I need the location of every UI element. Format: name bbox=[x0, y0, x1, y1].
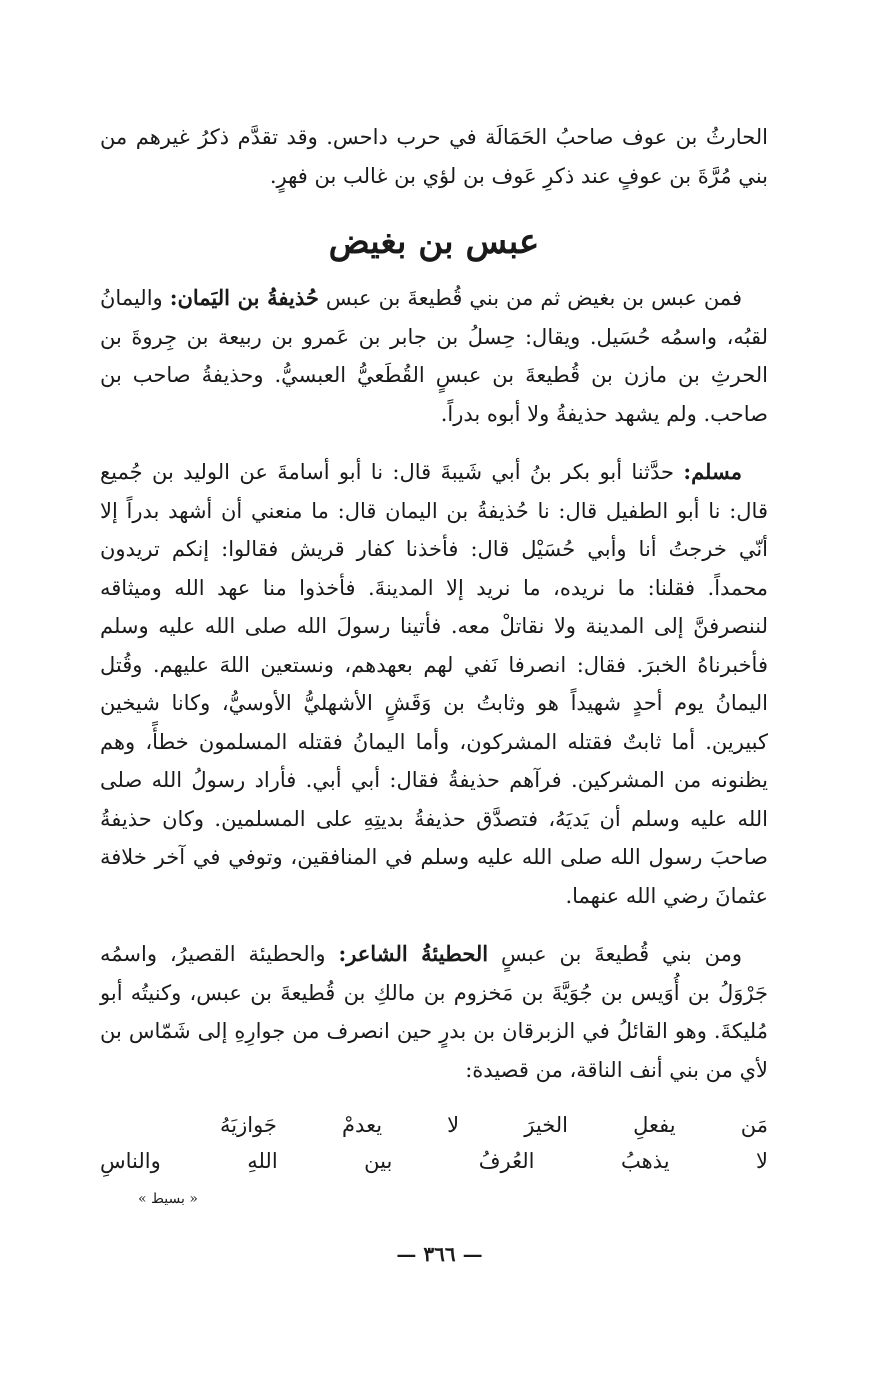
document-page bbox=[100, 118, 768, 1209]
hutayah-paragraph bbox=[100, 935, 768, 1089]
poem-line-1: مَن يفعلِ الخيرَ لا يعدمْ جَوازيَهُ bbox=[220, 1113, 768, 1137]
page-number: — ٣٦٦ — bbox=[396, 1242, 483, 1266]
intro-line-2: بني مُرَّةَ بن عوفٍ عند ذكرِ عَوف بن لؤي بن غالب بن فهرٍ. bbox=[269, 163, 768, 188]
poem-meter: « بسيط » bbox=[138, 1191, 198, 1207]
poem-line-2: لا يذهبُ العُرفُ بين اللهِ والناسِ bbox=[100, 1149, 768, 1173]
hutayah-text: والحطيئة القصيرُ، واسمُه جَرْوَلُ بن أُوَيس بن جُوَيَّةَ بن مَخزوم بن مالكِ بن قُطيعةَ بن عبس، وكنيتُه أبو مُليكةَ. وهو القائلُ في الزبرقان بن بدرٍ حين انصرف من جوارِهِ إلى شَمّاس بن لأي من بني أنف الناقة، من قصيدة: bbox=[100, 942, 768, 1082]
muslim-hadith-text: حدَّثنا أبو بكر بنُ أبي شَيبةَ قال: نا أبو أسامةَ عن الوليد بن جُميع قال: نا أبو الطفيل قال: نا حُذيفةُ بن اليمان قال: ما منعني أن أشهد بدراً إلا أنّي خرجتُ أنا وأبي حُسَيْل قال: فأخذنا كفار قريش فقالوا: إنكم تريدون محمداً. فقلنا: ما نريده، ما نريد إلا المدينةَ. فأخذوا منا عهد الله وميثاقه لننصرفنَّ إلى المدينة ولا نقاتلْ معه. فأتينا رسولَ الله صلى الله عليه وسلم فأخبرناهُ الخبرَ. فقال: انصرفا نَفي لهم بعهدهم، ونستعين اللهَ عليهم. وقُتل اليمانُ يوم أحدٍ شهيداً هو وثابتُ بن وَقَشٍ الأشهليُّ الأوسيُّ، وكانا شيخين كبيرين. أما ثابتٌ فقتله المشركون، وأما اليمانُ فقتله المسلمون خطأً، وهم يظنونه من المشركين. فرآهم حذيفةُ فقال: أبي أبي. فأراد رسولُ الله صلى الله عليه وسلم أن يَديَهُ، فتصدَّق حذيفةُ بديتِهِ على المسلمين. وكان حذيفةُ صاحبَ رسول الله صلى الله عليه وسلم في المنافقين، وتوفي في آخر خلافة عثمانَ رضي الله عنهما. bbox=[100, 460, 768, 908]
poem-block bbox=[100, 1107, 768, 1209]
intro-line-1: الحارثُ بن عوف صاحبُ الحَمَالَة في حرب داحس. وقد تقدَّم ذكرُ غيرهم من bbox=[100, 125, 768, 149]
muslim-source-label: مسلم: bbox=[683, 459, 742, 484]
hutayah-name: الحطيئةُ الشاعر: bbox=[338, 941, 489, 966]
hutayah-lead: ومن بني قُطيعةَ بن عبسٍ bbox=[488, 942, 742, 966]
intro-paragraph bbox=[100, 118, 768, 195]
hudhayfa-name: حُذيفةُ بن اليَمان: bbox=[169, 285, 319, 310]
hudhayfa-text: واليمانُ لقبُه، واسمُه حُسَيل. ويقال: حِسلُ بن جابر بن عَمرو بن ربيعة بن جِروةَ بن الحرثِ بن مازن بن قُطيعةَ بن عبسٍ القُطَعيُّ العبسيُّ. وحذيفةُ صاحب بن صاحب. ولم يشهد حذيفةُ ولا أبوه بدراً. bbox=[100, 286, 768, 426]
hudhayfa-paragraph bbox=[100, 279, 768, 433]
section-title: عبس بن بغيض bbox=[328, 222, 540, 262]
hudhayfa-lead: فمن عبس بن بغيض ثم من بني قُطيعةَ بن عبس bbox=[318, 286, 742, 310]
muslim-hadith-paragraph bbox=[100, 453, 768, 915]
